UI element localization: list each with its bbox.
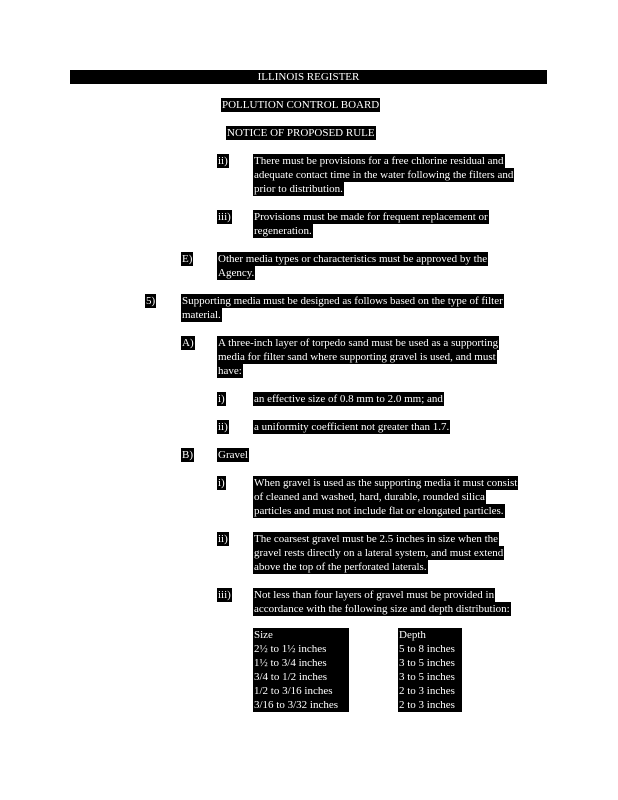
item-marker-B-i: i) bbox=[218, 477, 225, 489]
table-cell-depth: 5 to 8 inches bbox=[398, 642, 462, 656]
item-text-A bbox=[217, 336, 499, 378]
item-marker-B-iii: iii) bbox=[218, 589, 231, 601]
table-cell-depth: 3 to 5 inches bbox=[398, 656, 462, 670]
table-cell-size: 2½ to 1½ inches bbox=[253, 642, 349, 656]
item-marker-E: E) bbox=[182, 253, 193, 265]
text-line: A three-inch layer of torpedo sand must be used as a supporting bbox=[218, 337, 499, 349]
text-line: Provisions must be made for frequent replacement or bbox=[254, 211, 488, 223]
text-line: adequate contact time in the water following the filters and bbox=[254, 169, 514, 181]
text-line: Gravel bbox=[218, 449, 248, 461]
item-text-A-ii bbox=[253, 420, 450, 434]
item-marker-iii: iii) bbox=[218, 211, 231, 223]
table-cell-size: 1½ to 3/4 inches bbox=[253, 656, 349, 670]
item-text-B-iii bbox=[253, 588, 511, 616]
item-marker-A-i: i) bbox=[218, 393, 225, 405]
text-line: Other media types or characteristics must be approved by the bbox=[218, 253, 488, 265]
text-line: a uniformity coefficient not greater than 1.7. bbox=[254, 421, 450, 433]
text-line: There must be provisions for a free chlorine residual and bbox=[254, 155, 504, 167]
text-line: of cleaned and washed, hard, durable, rounded silica bbox=[254, 491, 485, 503]
item-marker-5: 5) bbox=[146, 295, 156, 307]
notice-title: NOTICE OF PROPOSED RULE bbox=[227, 127, 375, 139]
item-text-B bbox=[217, 448, 249, 462]
text-line: an effective size of 0.8 mm to 2.0 mm; and bbox=[254, 393, 443, 405]
agency-title: POLLUTION CONTROL BOARD bbox=[222, 99, 380, 111]
text-line: have: bbox=[218, 365, 242, 377]
table-header-size: Size bbox=[253, 628, 349, 642]
table-cell-depth: 2 to 3 inches bbox=[398, 684, 462, 698]
size-column bbox=[253, 628, 349, 712]
item-text-B-i bbox=[253, 476, 518, 518]
depth-column bbox=[398, 628, 462, 712]
table-cell-depth: 2 to 3 inches bbox=[398, 698, 462, 712]
item-text-E bbox=[217, 252, 488, 280]
text-line: prior to distribution. bbox=[254, 183, 343, 195]
table-cell-size: 1/2 to 3/16 inches bbox=[253, 684, 349, 698]
text-line: above the top of the perforated laterals. bbox=[254, 561, 427, 573]
table-cell-depth: 3 to 5 inches bbox=[398, 670, 462, 684]
item-text-5 bbox=[181, 294, 504, 322]
table-cell-size: 3/16 to 3/32 inches bbox=[253, 698, 349, 712]
item-text-iii bbox=[253, 210, 489, 238]
text-line: Agency. bbox=[218, 267, 255, 279]
item-text-A-i bbox=[253, 392, 444, 406]
item-marker-B: B) bbox=[182, 449, 193, 461]
text-line: gravel rests directly on a lateral system, and must extend bbox=[254, 547, 504, 559]
item-marker-B-ii: ii) bbox=[218, 533, 228, 545]
item-marker-A-ii: ii) bbox=[218, 421, 228, 433]
text-line: particles and must not include flat or elongated particles. bbox=[254, 505, 504, 517]
text-line: Not less than four layers of gravel must be provided in bbox=[254, 589, 495, 601]
table-header-depth: Depth bbox=[398, 628, 462, 642]
item-marker-ii: ii) bbox=[218, 155, 228, 167]
text-line: Supporting media must be designed as follows based on the type of filter bbox=[182, 295, 503, 307]
text-line: regeneration. bbox=[254, 225, 312, 237]
item-marker-A: A) bbox=[182, 337, 194, 349]
register-title: ILLINOIS REGISTER bbox=[70, 70, 547, 84]
item-text-B-ii bbox=[253, 532, 504, 574]
item-text-ii bbox=[253, 154, 514, 196]
table-cell-size: 3/4 to 1/2 inches bbox=[253, 670, 349, 684]
text-line: accordance with the following size and depth distribution: bbox=[254, 603, 510, 615]
text-line: The coarsest gravel must be 2.5 inches in size when the bbox=[254, 533, 499, 545]
text-line: When gravel is used as the supporting media it must consist bbox=[254, 477, 518, 489]
text-line: material. bbox=[182, 309, 221, 321]
text-line: media for filter sand where supporting gravel is used, and must bbox=[218, 351, 496, 363]
